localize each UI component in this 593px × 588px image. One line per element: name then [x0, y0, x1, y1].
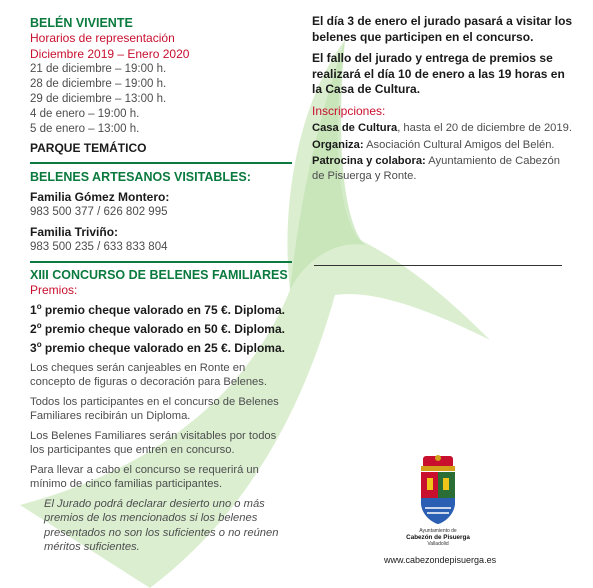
jurado-visit-text: El día 3 de enero el jurado pasará a visitar los belenes que participen en el concurso. — [312, 14, 573, 44]
section-divider — [30, 261, 292, 263]
belenes-artesanos-title: BELENES ARTESANOS VISITABLES: — [30, 170, 251, 184]
organiza-text: Asociación Cultural Amigos del Belén. — [363, 138, 555, 151]
family1-name: Familia Gómez Montero: — [30, 190, 170, 204]
prize-ordinal-suffix: o — [36, 320, 42, 330]
patrocina-text: Ayuntamiento de Cabezón de Pisuerga y Ronte. — [312, 155, 560, 182]
belen-viviente-title: BELÉN VIVIENTE — [30, 16, 133, 30]
prize-text: premio cheque valorado en 50 €. Diploma. — [41, 321, 285, 336]
time-item: 21 de diciembre – 19:00 h. — [30, 63, 167, 75]
jurado-note: El Jurado podrá declarar desierto uno o más premios de los mencionados si los belenes presentados no son los suficientes o no reúnen méritos suficientes. — [44, 497, 279, 553]
time-item: 4 de enero – 19:00 h. — [30, 108, 140, 120]
prize-ordinal-suffix: o — [36, 339, 42, 349]
right-column — [312, 14, 574, 183]
family2-name: Familia Triviño: — [30, 225, 119, 239]
time-item: 29 de diciembre – 13:00 h. — [30, 93, 167, 105]
paragraph-visitables: Los Belenes Familiares serán visitables por todos los participantes que entren en concurso. — [30, 429, 277, 456]
left-column — [30, 16, 292, 555]
prize-3 — [30, 337, 292, 356]
organiza-label: Organiza: — [312, 138, 364, 151]
parque-tematico: PARQUE TEMÁTICO — [30, 141, 147, 155]
casa-cultura-line — [312, 121, 574, 136]
family1-phones: 983 500 377 / 626 802 995 — [30, 206, 168, 218]
section-divider — [30, 162, 292, 164]
prize-text: premio cheque valorado en 75 €. Diploma. — [41, 302, 285, 317]
schedule-title: Horarios de representación — [30, 31, 175, 45]
ayuntamiento-logo-text — [388, 528, 488, 547]
paragraph-diploma: Todos los participantes en el concurso de Belenes Familiares recibirán un Diploma. — [30, 395, 279, 422]
premios-label: Premios: — [30, 283, 78, 297]
website-link[interactable]: www.cabezondepisuerga.es — [384, 555, 497, 565]
ayto-line1: Ayuntamiento de — [419, 528, 457, 534]
prize-ordinal: 3 — [30, 340, 37, 355]
family2-phones: 983 500 235 / 633 833 804 — [30, 241, 168, 253]
times-list — [30, 62, 292, 137]
paragraph-minimo: Para llevar a cabo el concurso se requerirá un mínimo de cinco familias participantes. — [30, 463, 259, 490]
ayto-line3: Valladolid — [427, 541, 449, 547]
patrocina-label: Patrocina y colabora: — [312, 155, 426, 167]
organiza-line — [312, 138, 574, 153]
prize-text: premio cheque valorado en 25 €. Diploma. — [41, 340, 285, 355]
fallo-text: El fallo del jurado y entrega de premios se realizará el día 10 de enero a las 19 horas en la Casa de Cultura. — [312, 51, 565, 96]
prize-ordinal: 1 — [30, 302, 37, 317]
prize-1 — [30, 299, 292, 318]
inscripciones-label: Inscripciones: — [312, 103, 386, 118]
time-item: 5 de enero – 13:00 h. — [30, 123, 140, 135]
prize-ordinal-suffix: o — [36, 301, 42, 311]
ayto-line2: Cabezón de Pisuerga — [406, 534, 470, 541]
time-item: 28 de diciembre – 19:00 h. — [30, 78, 167, 90]
concurso-title: XIII CONCURSO DE BELENES FAMILIARES — [30, 268, 288, 282]
dates-range: Diciembre 2019 – Enero 2020 — [30, 46, 190, 61]
casa-cultura-text: , hasta el 20 de diciembre de 2019. — [397, 122, 572, 134]
paragraph-canjeables: Los cheques serán canjeables en Ronte en concepto de figuras o decoración para Belenes. — [30, 361, 267, 388]
casa-cultura-label: Casa de Cultura — [312, 122, 398, 134]
prize-ordinal: 2 — [30, 321, 37, 336]
signature-line — [314, 265, 562, 266]
coat-of-arms-icon — [415, 454, 461, 530]
patrocina-line — [312, 154, 574, 183]
prize-2 — [30, 318, 292, 337]
